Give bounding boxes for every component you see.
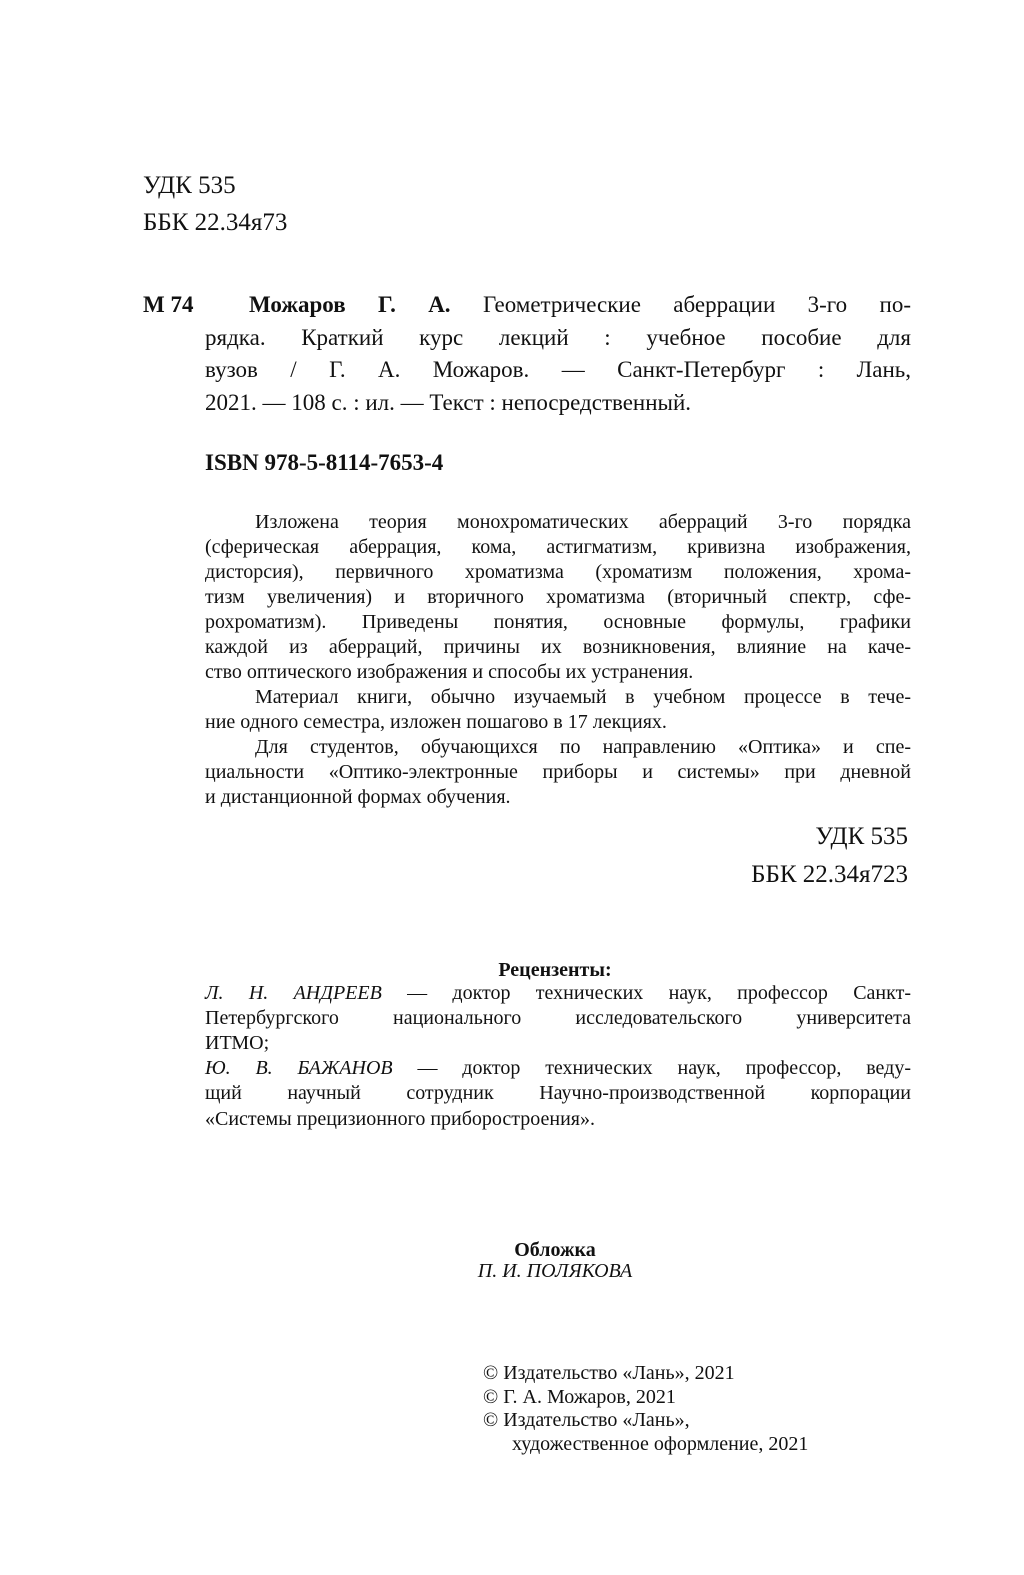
abstract-line: Материал книги, обычно изучаемый в учебном процессе в тече- [255, 686, 911, 708]
reviewer-1-line-1 [205, 983, 911, 1003]
udk-header: УДК 535 [143, 172, 236, 199]
reviewer-2-text: — доктор технических наук, профессор, веду- [392, 1057, 911, 1079]
abstract-line: (сферическая аберрация, кома, астигматизм, кривизна изображения, [205, 536, 911, 558]
catalog-line-1 [249, 293, 911, 316]
udk-footer: УДК 535 [815, 823, 908, 850]
reviewer-1-name: Л. Н. АНДРЕЕВ [205, 982, 382, 1004]
catalog-line-4: 2021. — 108 с. : ил. — Текст : непосредственный. [205, 390, 692, 415]
reviewer-2-line-2: щий научный сотрудник Научно-производственной корпорации [205, 1082, 911, 1104]
reviewer-2-line-1 [205, 1058, 911, 1078]
reviewers-heading: Рецензенты: [498, 959, 612, 981]
author-mark: М 74 [143, 292, 194, 317]
abstract-line: ние одного семестра, изложен пошагово в 17 лекциях. [205, 711, 667, 733]
author-name: Можаров Г. А. [249, 292, 451, 317]
abstract-line: циальности «Оптико-электронные приборы и системы» при дневной [205, 761, 911, 783]
abstract-line: рохроматизм). Приведены понятия, основные формулы, графики [205, 611, 911, 633]
catalog-line-3: вузов / Г. А. Можаров. — Санкт-Петербург : Лань, [205, 357, 911, 382]
reviewer-1-text: — доктор технических наук, профессор Санкт- [381, 982, 911, 1004]
reviewer-2-line-3: «Системы прецизионного приборостроения». [205, 1108, 595, 1130]
abstract-line: дисторсия), первичного хроматизма (хроматизм положения, хрома- [205, 561, 911, 583]
copyright-1: © Издательство «Лань», 2021 [483, 1362, 735, 1384]
copyright-3: © Издательство «Лань», [483, 1409, 690, 1431]
abstract-line: тизм увеличения) и вторичного хроматизма (вторичный спектр, сфе- [205, 586, 911, 608]
cover-heading: Обложка [514, 1239, 596, 1261]
copyright-2: © Г. А. Можаров, 2021 [483, 1386, 676, 1408]
catalog-text: Геометрические аберрации 3-го по- [482, 292, 911, 317]
abstract-line: ство оптического изображения и способы их устранения. [205, 661, 694, 683]
reviewer-1-line-2: Петербургского национального исследовательского университета [205, 1007, 911, 1029]
isbn: ISBN 978-5-8114-7653-4 [205, 450, 444, 475]
bbk-header: ББК 22.34я73 [143, 209, 288, 236]
cover-artist: П. И. ПОЛЯКОВА [477, 1260, 633, 1282]
catalog-line-2: рядка. Краткий курс лекций : учебное пособие для [205, 325, 911, 350]
abstract-line: Для студентов, обучающихся по направлению «Оптика» и спе- [255, 736, 911, 758]
copyright-3-cont: художественное оформление, 2021 [512, 1433, 809, 1455]
abstract-line: Изложена теория монохроматических аберраций 3-го порядка [255, 511, 911, 533]
reviewer-1-line-3: ИТМО; [205, 1032, 270, 1054]
abstract-line: каждой из аберраций, причины их возникновения, влияние на каче- [205, 636, 911, 658]
reviewer-2-name: Ю. В. БАЖАНОВ [205, 1057, 393, 1079]
abstract-line: и дистанционной формах обучения. [205, 786, 511, 808]
bbk-footer: ББК 22.34я723 [751, 861, 908, 888]
